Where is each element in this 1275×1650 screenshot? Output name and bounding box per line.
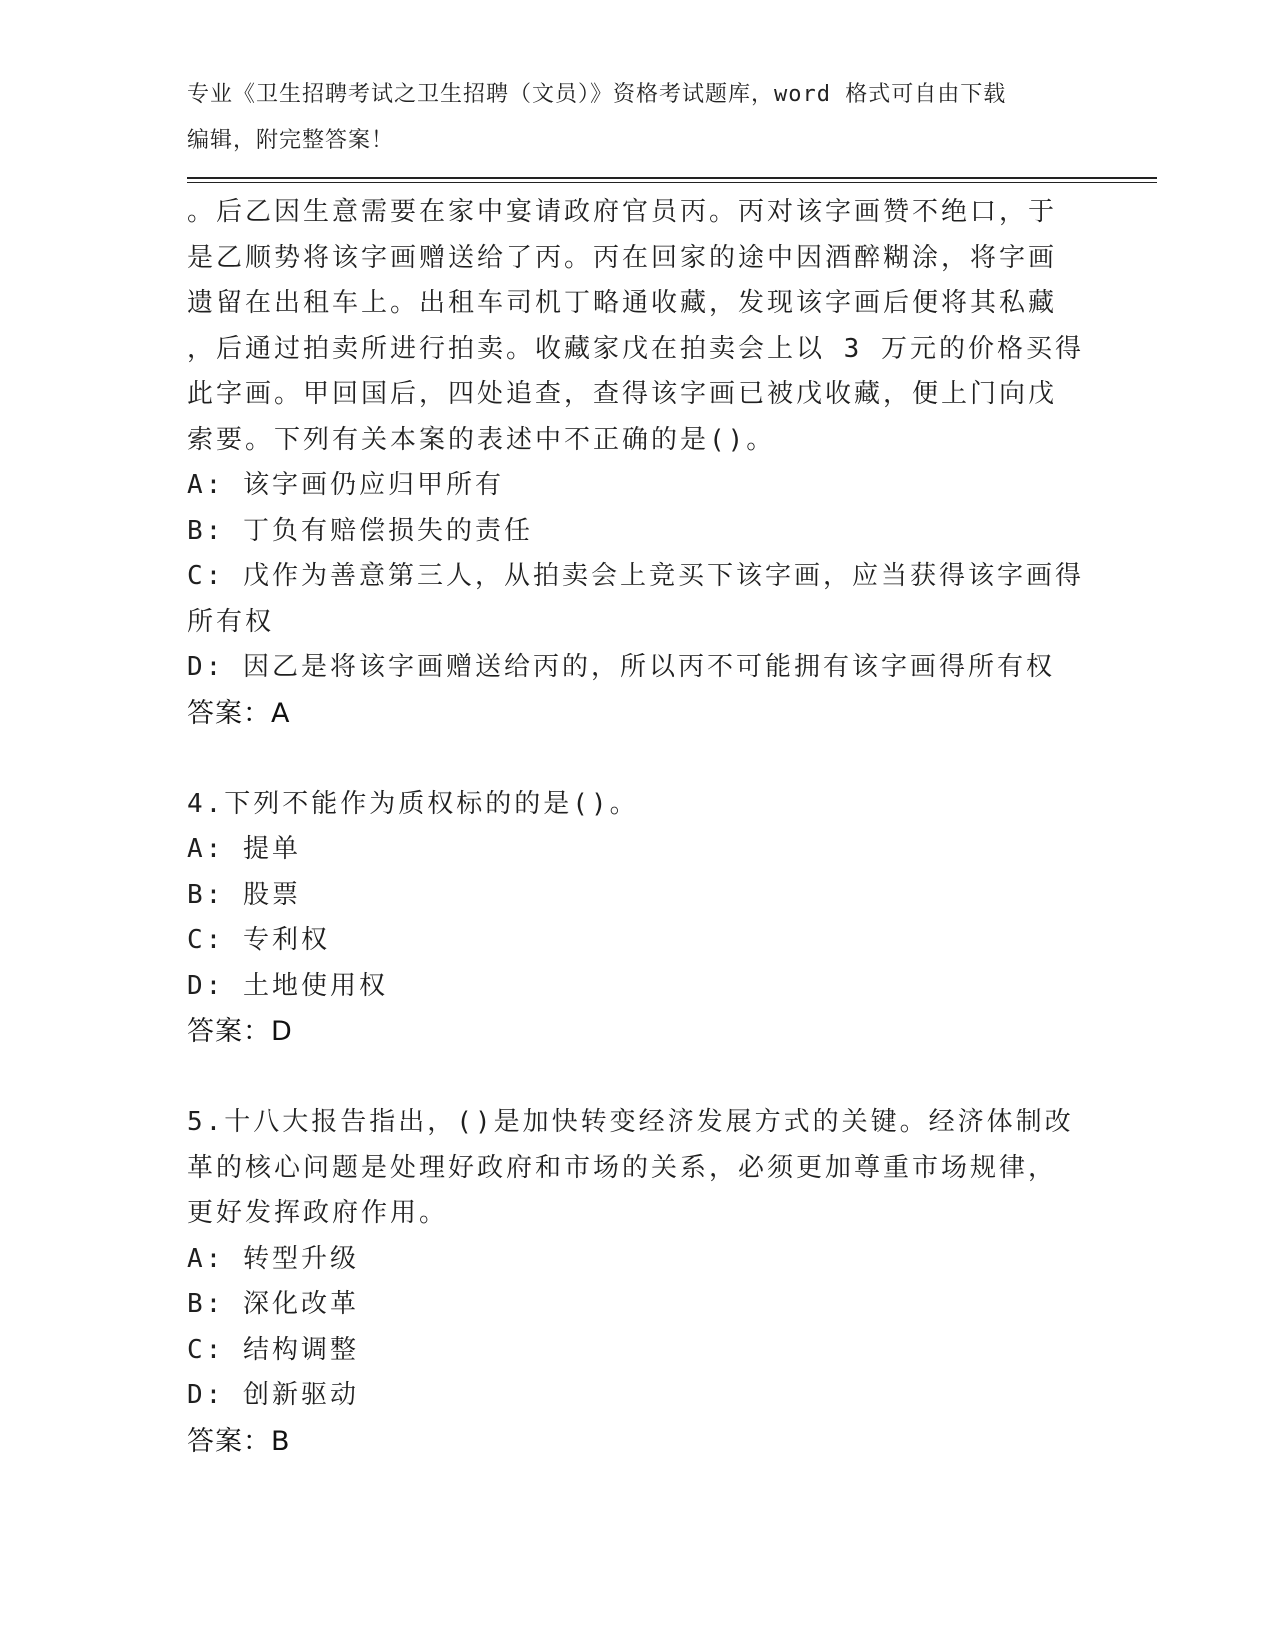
- question-stem-line: 是乙顺势将该字画赠送给了丙。丙在回家的途中因酒醉糊涂，将字画: [187, 242, 1058, 273]
- answer-label: 答案：D: [187, 1016, 293, 1047]
- question-content: [187, 190, 1107, 1464]
- question-spacer: [187, 1055, 1107, 1101]
- option-b: B: 丁负有赔偿损失的责任: [187, 515, 533, 546]
- option-b: B: 深化改革: [187, 1289, 359, 1319]
- question-5: [187, 1100, 1107, 1464]
- option-c: C: 戊作为善意第三人，从拍卖会上竞买下该字画，应当获得该字画得: [187, 561, 1084, 591]
- question-3: [187, 190, 1107, 736]
- question-stem-line: 索要。下列有关本案的表述中不正确的是()。: [187, 424, 776, 455]
- question-stem-line: 更好发挥政府作用。: [187, 1198, 449, 1228]
- question-spacer: [187, 736, 1107, 782]
- answer-label: 答案：A: [187, 697, 291, 729]
- option-a: A: 提单: [187, 834, 301, 864]
- option-c: C: 专利权: [187, 925, 330, 955]
- header-rule-thin: [187, 182, 1157, 183]
- option-a: A: 该字画仍应归甲所有: [187, 470, 504, 500]
- option-d: D: 因乙是将该字画赠送给丙的，所以丙不可能拥有该字画得所有权: [187, 652, 1055, 682]
- option-d: D: 创新驱动: [187, 1380, 359, 1410]
- question-stem-line: 遗留在出租车上。出租车司机丁略通收藏，发现该字画后便将其私藏: [187, 288, 1058, 318]
- question-stem-line: 5.十八大报告指出，()是加快转变经济发展方式的关键。经济体制改: [187, 1107, 1074, 1137]
- question-stem-line: 4.下列不能作为质权标的的是()。: [187, 788, 639, 819]
- answer-label: 答案：B: [187, 1425, 291, 1457]
- option-d: D: 土地使用权: [187, 970, 388, 1001]
- option-c: C: 结构调整: [187, 1334, 359, 1365]
- question-stem-line: ，后通过拍卖所进行拍卖。收藏家戊在拍卖会上以 3 万元的价格买得: [187, 333, 1084, 364]
- option-b: B: 股票: [187, 879, 301, 910]
- question-4: [187, 782, 1107, 1055]
- header-line-2: 编辑，附完整答案！: [187, 127, 395, 153]
- question-stem-line: 此字画。甲回国后，四处追查，查得该字画已被戊收藏，便上门向戊: [187, 379, 1058, 409]
- question-stem-line: 革的核心问题是处理好政府和市场的关系，必须更加尊重市场规律，: [187, 1152, 1058, 1183]
- header-rule-thick: [187, 177, 1157, 179]
- question-stem-line: 。后乙因生意需要在家中宴请政府官员丙。丙对该字画赞不绝口，于: [187, 197, 1058, 227]
- option-c-continued: 所有权: [187, 606, 275, 637]
- page-header: [187, 72, 1087, 163]
- option-a: A: 转型升级: [187, 1243, 359, 1274]
- header-line-1: 专业《卫生招聘考试之卫生招聘（文员）》资格考试题库，word 格式可自由下载: [187, 82, 1007, 107]
